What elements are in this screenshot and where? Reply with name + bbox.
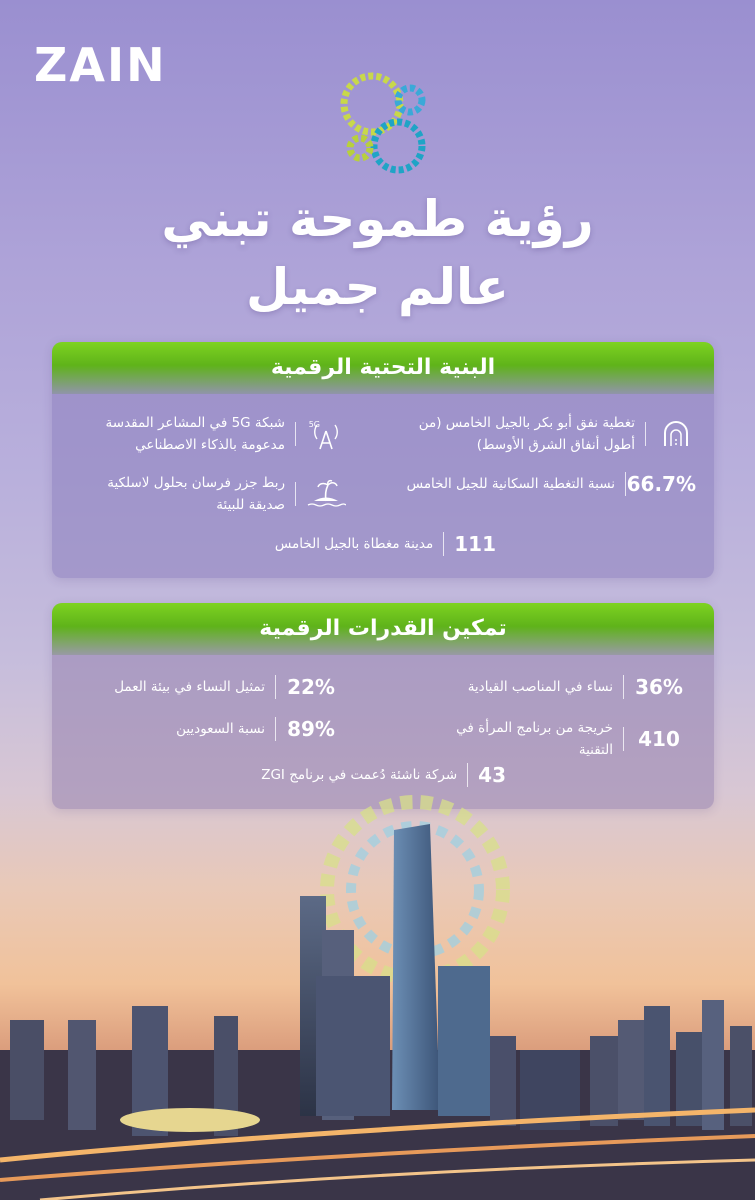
digital-infrastructure-card <box>52 342 714 578</box>
saudization-item <box>176 717 336 741</box>
digital-empowerment-heading: تمكين القدرات الرقمية <box>52 603 714 655</box>
digital-empowerment-card <box>52 603 714 809</box>
covered-cities-value: 111 <box>454 532 496 556</box>
5g-tower-icon <box>306 414 346 454</box>
startups-value: 43 <box>478 763 506 787</box>
farasan-islands-text: ربط جزر فرسان بحلول لاسلكية صديقة للبيئة <box>107 475 285 513</box>
svg-text:5G: 5G <box>309 420 320 429</box>
women-leadership-text: نساء في المناصب القيادية <box>467 679 613 695</box>
women-workforce-value: 22% <box>287 675 335 699</box>
covered-cities-item <box>275 532 496 556</box>
tunnel-coverage-text: تغطية نفق أبو بكر بالجيل الخامس (من أطول أنفاق الشرق الأوسط) <box>418 415 635 453</box>
startups-text: شركة ناشئة دُعمت في برنامج ZGI <box>261 767 458 783</box>
women-workforce-text: تمثيل النساء في بيئة العمل <box>114 679 265 695</box>
digital-infrastructure-heading: البنية التحتية الرقمية <box>52 342 714 394</box>
population-coverage-value: 66.7% <box>626 472 696 496</box>
zain-logo: ZAIN <box>34 38 167 92</box>
women-leadership-value: 36% <box>635 675 683 699</box>
main-title-line1: رؤية طموحة تبني <box>161 190 594 248</box>
women-workforce-item <box>114 675 336 699</box>
women-in-tech-item <box>384 717 684 761</box>
saudization-value: 89% <box>287 717 335 741</box>
tunnel-coverage-item <box>396 412 696 456</box>
tunnel-icon <box>656 414 696 454</box>
saudization-text: نسبة السعوديين <box>176 721 265 737</box>
population-coverage-text: نسبة التغطية السكانية للجيل الخامس <box>406 476 615 492</box>
5g-holy-sites-text: شبكة 5G في المشاعر المقدسة مدعومة بالذكاء الاصطناعي <box>105 415 285 453</box>
women-in-tech-text: خريجة من برنامج المرأة في التقنية <box>456 720 613 758</box>
island-icon <box>306 474 346 514</box>
vision-emblem-icon <box>330 68 440 180</box>
main-title-line2: عالم جميل <box>246 258 509 316</box>
5g-holy-sites-item <box>66 412 346 456</box>
population-coverage-item <box>396 472 696 496</box>
farasan-islands-item <box>66 472 346 516</box>
women-in-tech-value: 410 <box>638 727 680 751</box>
covered-cities-text: مدينة مغطاة بالجيل الخامس <box>274 536 434 552</box>
city-skyline-image <box>0 780 755 1200</box>
women-leadership-item <box>468 675 684 699</box>
